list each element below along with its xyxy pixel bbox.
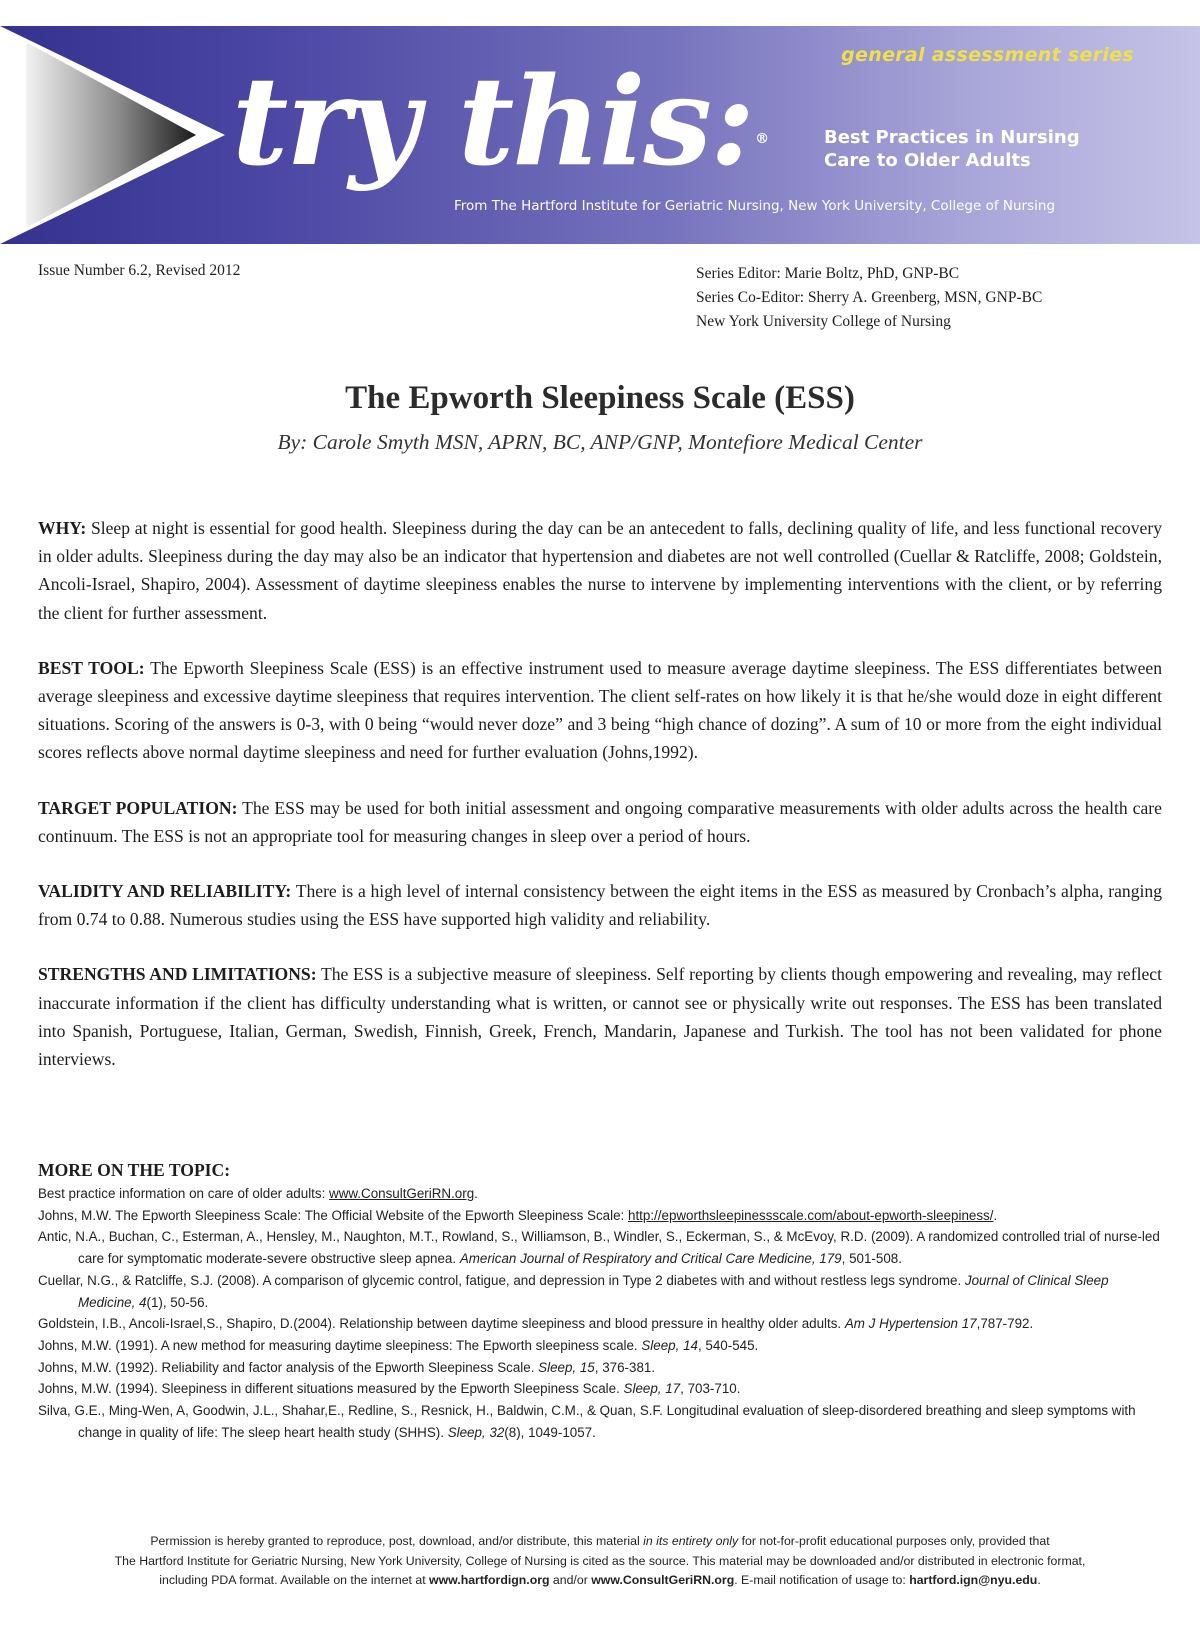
epworth-website-link[interactable]: http://epworthsleepinessscale.com/about-epworth-sleepiness/ [628, 1207, 994, 1223]
footer-text: and/or [549, 1573, 592, 1587]
reference-item [38, 1400, 1162, 1443]
hartfordign-link[interactable]: www.hartfordign.org [429, 1573, 550, 1587]
tagline-line-1: Best Practices in Nursing [824, 127, 1080, 148]
consultgerirn-footer-link[interactable]: www.ConsultGeriRN.org [591, 1573, 735, 1587]
reference-item [38, 1205, 1162, 1227]
editor-institution: New York University College of Nursing [696, 313, 951, 330]
byline: By: Carole Smyth MSN, APRN, BC, ANP/GNP, Montefiore Medical Center [277, 430, 923, 454]
tagline [824, 126, 1124, 172]
reference-item [38, 1335, 1162, 1357]
section-heading: VALIDITY AND RELIABILITY: [38, 881, 292, 902]
footer-text: . E-mail notification of usage to: [734, 1573, 910, 1587]
section-best-tool [38, 654, 1162, 767]
section-text: There is a high level of internal consistency between the eight items in the ESS as measured by Cronbach’s alpha, ranging from 0.74 to 0.88. Numerous studies using the ESS have supported high validity and reliability. [38, 881, 1162, 930]
section-why [38, 514, 1162, 627]
reference-journal: American Journal of Respiratory and Critical Care Medicine, 179 [459, 1251, 842, 1267]
reference-journal: Journal of Clinical Sleep Medicine, 4 [78, 1272, 1109, 1310]
footer-text: Permission is hereby granted to reproduce, post, download, and/or distribute, this material [150, 1534, 644, 1548]
registered-mark: ® [755, 131, 768, 147]
editors-block [696, 262, 1042, 334]
permission-footer [40, 1532, 1160, 1591]
institution-line: From The Hartford Institute for Geriatric Nursing, New York University, College of Nursing [454, 198, 1056, 214]
references [38, 1160, 1162, 1443]
arrow-graphic [0, 26, 230, 244]
reference-journal: Sleep, 14 [641, 1337, 698, 1353]
section-heading: BEST TOOL: [38, 657, 145, 678]
logo-text [232, 49, 768, 193]
logo-wordmark: try this: [232, 49, 754, 193]
section-text: The ESS may be used for both initial assessment and ongoing comparative measurements with older adults across the health care continuum. The ESS is not an appropriate tool for measuring changes in sleep over a period of hours. [38, 797, 1162, 846]
reference-end: , 540-545. [697, 1337, 759, 1353]
reference-item [38, 1378, 1162, 1400]
section-heading: TARGET POPULATION: [38, 797, 238, 818]
reference-end: . [474, 1186, 478, 1201]
footer-line-1 [40, 1532, 1160, 1552]
reference-end: , 703-710. [680, 1381, 741, 1397]
section-heading: WHY: [38, 518, 87, 538]
reference-journal: Sleep, 17 [623, 1381, 681, 1397]
reference-end: , 376-381. [594, 1359, 656, 1375]
reference-text: Johns, M.W. (1991). A new method for measuring daytime sleepiness: The Epworth sleepiness scale. [38, 1337, 642, 1353]
reference-text: Johns, M.W. (1994). Sleepiness in different situations measured by the Epworth Sleepiness Scale. [38, 1381, 624, 1397]
issue-number: Issue Number 6.2, Revised 2012 [38, 262, 241, 279]
series-editor: Series Editor: Marie Boltz, PhD, GNP-BC [696, 265, 960, 282]
series-tag: general assessment series [841, 44, 1134, 66]
footer-emphasis: in its entirety only [643, 1534, 739, 1548]
reference-text: Goldstein, I.B., Ancoli-Israel,S., Shapiro, D.(2004). Relationship between daytime sleepiness and blood pressure in healthy older adults. [38, 1316, 845, 1332]
reference-text: Johns, M.W. (1992). Reliability and factor analysis of the Epworth Sleepiness Scale. [38, 1359, 539, 1375]
section-text: The Epworth Sleepiness Scale (ESS) is an effective instrument used to measure average daytime sleepiness. The ESS differentiates between average sleepiness and excessive daytime sleepiness that requires intervention. The client self-rates on how likely it is that he/she would doze in eight different situations. Scoring of the answers is 0-3, with 0 being “would never doze” and 3 being “high chance of dozing”. A sum of 10 or more from the eight individual scores reflects above normal daytime sleepiness and need for further evaluation (Johns,1992). [38, 657, 1162, 763]
series-co-editor: Series Co-Editor: Sherry A. Greenberg, MSN, GNP-BC [696, 289, 1043, 306]
email-link[interactable]: hartford.ign@nyu.edu [909, 1573, 1038, 1587]
section-text: The ESS is a subjective measure of sleepiness. Self reporting by clients though empowering and revealing, may reflect inaccurate information if the client has difficulty understanding what is written, or cannot see or physically write out responses. The ESS has been translated into Spanish, Portuguese, Italian, German, Swedish, Finnish, Greek, French, Mandarin, Japanese and Turkish. The tool has not been validated for phone interviews. [38, 964, 1162, 1070]
reference-text: Silva, G.E., Ming-Wen, A, Goodwin, J.L., Shahar,E., Redline, S., Resnick, H., Baldwin, C.M., & Quan, S.F. Longitudinal evaluation of sleep-disordered breathing and sleep symptoms with change in quality of life: The sleep heart health study (SHHS). [38, 1403, 1136, 1440]
section-validity [38, 877, 1162, 933]
reference-end: . [993, 1207, 998, 1223]
header-banner [0, 26, 1200, 244]
reference-journal: Am J Hypertension 17 [844, 1316, 977, 1332]
section-heading: STRENGTHS AND LIMITATIONS: [38, 964, 317, 985]
consultgerirn-link[interactable]: www.ConsultGeriRN.org [329, 1186, 475, 1201]
reference-text: Cuellar, N.G., & Ratcliffe, S.J. (2008). A comparison of glycemic control, fatigue, and depression in Type 2 diabetes with and without restless legs syndrome. [38, 1272, 965, 1288]
reference-item [38, 1357, 1162, 1379]
footer-line-2: The Hartford Institute for Geriatric Nursing, New York University, College of Nursing is cited as the source. This material may be downloaded and/or distributed in electronic format, [114, 1553, 1086, 1568]
reference-journal: Sleep, 32 [447, 1424, 505, 1440]
references-heading: MORE ON THE TOPIC: [38, 1160, 231, 1180]
reference-text: Johns, M.W. The Epworth Sleepiness Scale: The Official Website of the Epworth Sleepiness Scale: [38, 1207, 628, 1223]
footer-text: . [1037, 1573, 1041, 1587]
footer-line-3 [40, 1571, 1160, 1591]
footer-text: for not-for-profit educational purposes only, provided that [738, 1534, 1050, 1548]
reference-text: Antic, N.A., Buchan, C., Esterman, A., Hensley, M., Naughton, M.T., Rowland, S., Williamson, B., Windler, S., Eckerman, S., & McEvoy, R.D. (2009). A randomized controlled trial of nurse-led care for symptomatic moderate-severe obstructive sleep apnea. [38, 1229, 1160, 1267]
reference-item [38, 1183, 1162, 1205]
reference-item [38, 1226, 1162, 1269]
section-strengths [38, 960, 1162, 1073]
tagline-line-2: Care to Older Adults [824, 150, 1031, 171]
reference-end: ,787-792. [976, 1316, 1034, 1332]
reference-end: , 501-508. [841, 1251, 902, 1267]
reference-item [38, 1270, 1162, 1313]
footer-text: including PDA format. Available on the internet at [159, 1573, 430, 1587]
page-title: The Epworth Sleepiness Scale (ESS) [345, 380, 855, 416]
reference-journal: Sleep, 15 [538, 1359, 595, 1375]
body-sections [38, 514, 1162, 1100]
section-target-population [38, 794, 1162, 850]
reference-end: (8), 1049-1057. [504, 1424, 596, 1440]
reference-text: Best practice information on care of older adults: [38, 1186, 330, 1201]
reference-end: (1), 50-56. [146, 1294, 209, 1310]
reference-item [38, 1313, 1162, 1335]
section-text: Sleep at night is essential for good health. Sleepiness during the day can be an antecedent to falls, declining quality of life, and less functional recovery in older adults. Sleepiness during the day may also be an indicator that hypertension and diabetes are not well controlled (Cuellar & Ratcliffe, 2008; Goldstein, Ancoli-Israel, Shapiro, 2004). Assessment of daytime sleepiness enables the nurse to intervene by implementing interventions with the client, or by referring the client for further assessment. [38, 518, 1162, 623]
